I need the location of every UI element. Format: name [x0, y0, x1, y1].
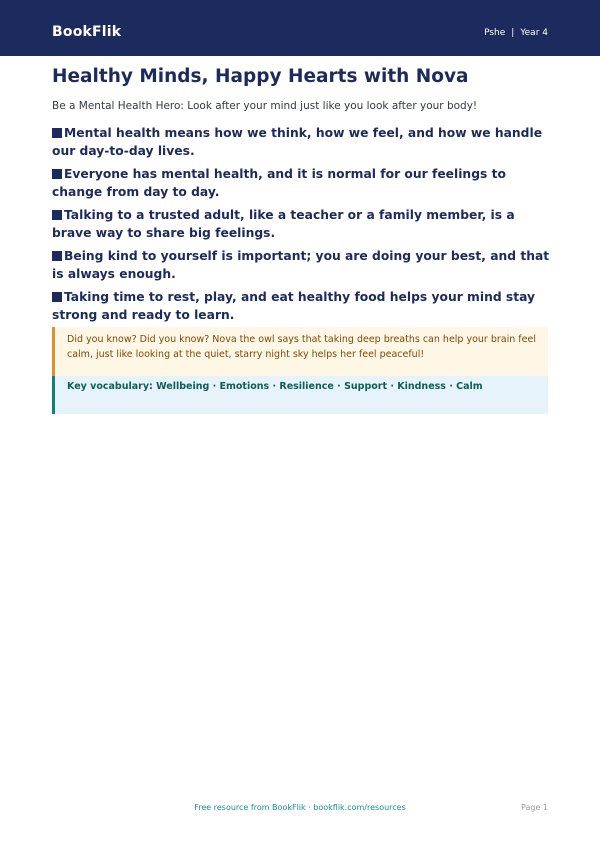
- key-points-list: [52, 124, 552, 329]
- key-point: [52, 206, 552, 242]
- page-number: Page 1: [521, 803, 548, 812]
- brand-logo-text[interactable]: BookFlik: [52, 24, 122, 40]
- did-you-know-callout: Did you know? Did you know? Nova the owl says that taking deep breaths can help your brain feel calm, just like looking at the quiet, starry night sky helps her feel peaceful!: [52, 327, 548, 376]
- key-point-text: Everyone has mental health, and it is normal for our feelings to change from day to day.: [52, 167, 506, 199]
- key-point: [52, 165, 552, 201]
- footer-resource-link[interactable]: Free resource from BookFlik · bookflik.com/resources: [194, 803, 406, 812]
- square-bullet-icon: [52, 210, 62, 220]
- square-bullet-icon: [52, 169, 62, 179]
- square-bullet-icon: [52, 128, 62, 138]
- key-point-text: Being kind to yourself is important; you are doing your best, and that is always enough.: [52, 249, 550, 281]
- year-label: Year 4: [520, 28, 548, 38]
- key-point: [52, 124, 552, 160]
- square-bullet-icon: [52, 251, 62, 261]
- page-title: Healthy Minds, Happy Hearts with Nova: [52, 66, 469, 87]
- subject-label: Pshe: [484, 28, 506, 38]
- key-vocabulary-box: Key vocabulary: Wellbeing · Emotions · Resilience · Support · Kindness · Calm: [52, 376, 548, 414]
- square-bullet-icon: [52, 292, 62, 302]
- key-point-text: Mental health means how we think, how we feel, and how we handle our day-to-day lives.: [52, 126, 543, 158]
- page-header: [0, 0, 600, 56]
- page-subtitle: Be a Mental Health Hero: Look after your mind just like you look after your body!: [52, 100, 478, 112]
- key-point-text: Taking time to rest, play, and eat healthy food helps your mind stay strong and ready to learn.: [52, 290, 536, 322]
- header-meta: [484, 28, 548, 38]
- key-point: [52, 288, 552, 324]
- key-point-text: Talking to a trusted adult, like a teacher or a family member, is a brave way to share big feelings.: [52, 208, 515, 240]
- key-point: [52, 247, 552, 283]
- meta-separator: |: [511, 28, 515, 38]
